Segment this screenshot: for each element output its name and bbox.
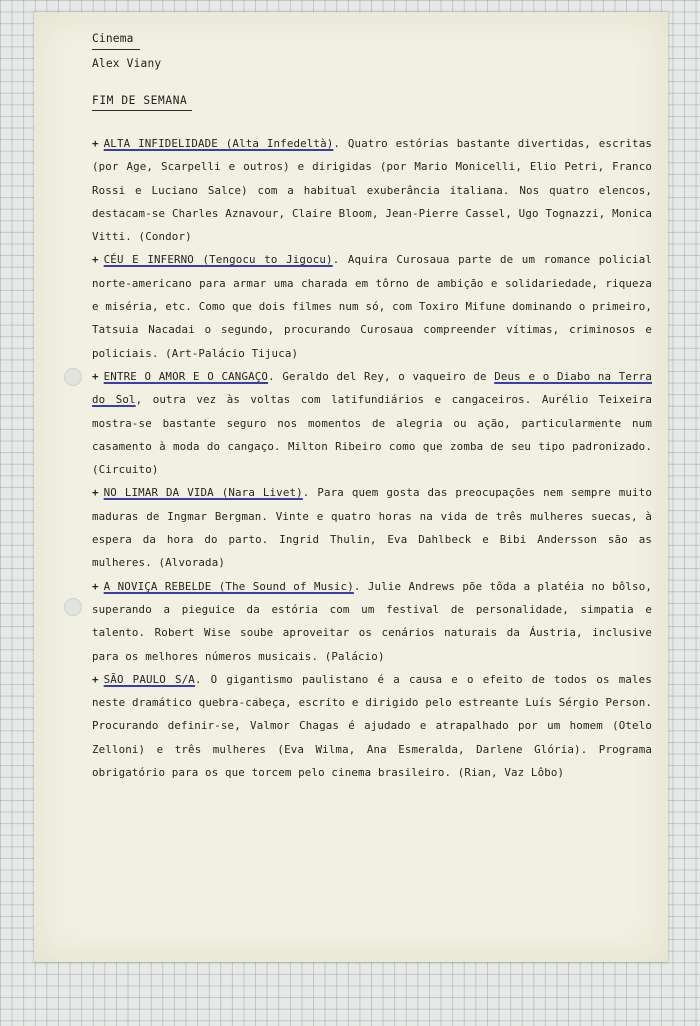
film-title: ENTRE O AMOR E O CANGAÇO <box>103 369 269 383</box>
review-text: . Quatro estórias bastante divertidas, escritas (por Age, Scarpelli e outros) e dirigidas (por Mario Monicelli, Elio Petri, Franco Rossi e Luciano Salce) com a habitual exuberância italiana. Nos quatro elencos, destacam-se Charles Aznavour, Claire Bloom, Jean-Pierre Cassel, Ugo Tognazzi, Monica Vitti. (Condor) <box>92 137 652 244</box>
review-text: . Para quem gosta das preocupações nem sempre muito maduras de Ingmar Bergman. Vinte e quatro horas na vida de três mulheres suecas, à espera da hora do parto. Ingrid Thulin, Eva Dahlbeck e Bibi Andersson são as mulheres. (Alvorada) <box>92 486 652 570</box>
film-title: ALTA INFIDELIDADE (Alta Infedeltà) <box>103 137 334 150</box>
author-name: Alex Viany <box>92 57 162 70</box>
review-text: . Aquira Curosaua parte de um romance policial norte-americano para armar uma charada em tôrno de ambição e solidariedade, riqueza e miséria, etc. Como que dois filmes num só, com Toxiro Mifune dominando o primeiro, Tatsuia Nacadai o segundo, procurando Curosaua compreender vítimas, criminosos e policiais. (Art-Palácio Tijuca) <box>92 253 652 360</box>
bullet-mark: + <box>92 253 99 267</box>
referenced-film-title: Deus e o Diabo na Terra do Sol <box>92 369 652 407</box>
review-item <box>92 481 652 574</box>
review-item <box>92 575 652 668</box>
typewritten-sheet <box>34 12 668 962</box>
film-title: A NOVIÇA REBELDE (The Sound of Music) <box>103 579 354 593</box>
review-list <box>92 132 652 784</box>
film-title: SÃO PAULO S/A <box>103 672 195 686</box>
review-text: . Geraldo del Rey, o vaqueiro de <box>268 369 495 383</box>
punch-hole <box>64 368 82 386</box>
bullet-mark: + <box>92 579 99 593</box>
section-title: FIM DE SEMANA <box>92 94 188 107</box>
review-text: , outra vez às voltas com latifundiários e cangaceiros. Aurélio Teixeira mostra-se bastante seguro nos momentos de alegria ou ação, particularmente num casamento à moda do cangaço. Milton Ribeiro como que zomba de seu tipo padronizado. (Circuito) <box>92 393 652 477</box>
bullet-mark: + <box>92 672 99 686</box>
film-title: NO LIMAR DA VIDA (Nara Livet) <box>103 486 303 500</box>
bullet-mark: + <box>92 486 99 500</box>
review-item <box>92 365 652 481</box>
column-name-underline <box>92 49 140 50</box>
review-text: . O gigantismo paulistano é a causa e o efeito de todos os males neste dramático quebra-cabeça, escrito e dirigido pelo estreante Luís Sérgio Person. Procurando definir-se, Valmor Chagas é ajudado e atrapalhado por um homem (Otelo Zelloni) e três mulheres (Eva Wilma, Ana Esmeralda, Darlene Glória). Programa obrigatório para os que torcem pelo cinema brasileiro. (Rian, Vaz Lôbo) <box>92 672 652 780</box>
review-text: . Julie Andrews põe tôda a platéia no bôlso, superando a pieguice da estória com um festival de personalidade, simpatia e talento. Robert Wise soube aproveitar os cenários naturais da Áustria, inclusive para os melhores números musicais. (Palácio) <box>92 579 652 663</box>
bullet-mark: + <box>92 137 99 150</box>
punch-hole <box>64 598 82 616</box>
review-item <box>92 132 652 248</box>
bullet-mark: + <box>92 369 99 383</box>
section-title-underline <box>92 110 192 111</box>
column-name: Cinema <box>92 32 134 45</box>
review-item <box>92 248 652 364</box>
film-title: CÉU E INFERNO (Tengocu to Jigocu) <box>103 253 333 267</box>
review-item <box>92 668 652 784</box>
